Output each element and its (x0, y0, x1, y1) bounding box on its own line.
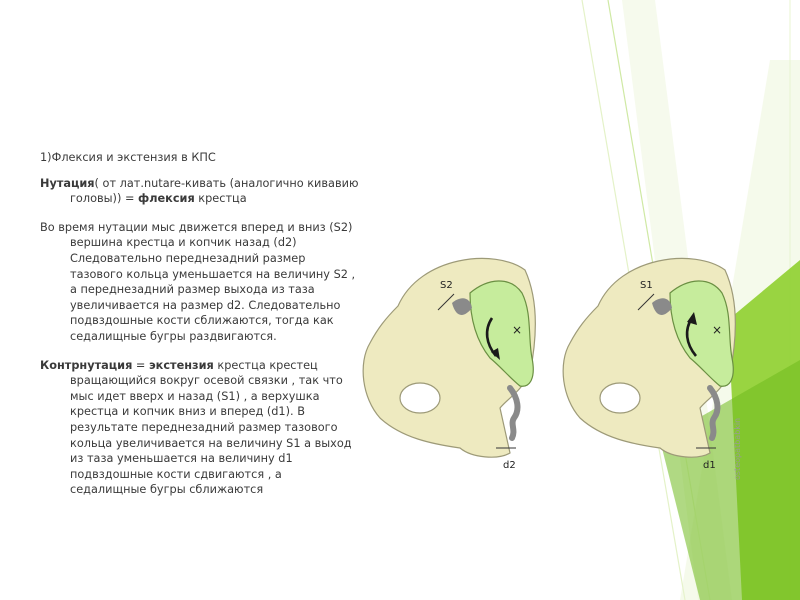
text-content (40, 150, 360, 511)
s2-label: S2 (440, 280, 453, 291)
nutation-description: Во время нутации мыс движется вперед и вниз (S2) вершина крестца и копчик назад (d2) Следовательно переднезадний размер тазового кольца уменьшается на величину S2 , а переднезадний размер выхода из таза увеличивается на размер d2. Следовательно подвздошные кости сближаются, тогда как седалищные бугры раздвигаются. (40, 220, 356, 343)
axis-cross-right: × (712, 323, 723, 337)
obturator-foramen-left (400, 383, 440, 413)
d2-label: d2 (503, 460, 516, 471)
s1-label: S1 (640, 280, 653, 291)
counternutation-description: крестца крестец вращающийся вокруг осевой связки , так что мыс идет вверх и назад (S1) , а верхушка крестца и копчик вниз и вперед (d1). В результате переднезадний размер тазового кольца увеличивается на величину S1 а выход из таза уменьшается на величину d1 подвздошные кости сдвигаются , а седалищные бугры сближаются (70, 358, 352, 497)
counternutation-definition (40, 358, 360, 498)
axis-cross-left: × (512, 323, 523, 337)
d1-label: d1 (703, 460, 716, 471)
nutation-object: крестца (194, 192, 247, 206)
pelvis-illustration (360, 248, 748, 486)
nutation-term: Нутация (40, 176, 95, 190)
nutation-etymology: ( от лат.nutare-кивать (аналогично кивавию головы)) = (70, 176, 359, 206)
nutation-definition (40, 176, 360, 207)
pelvis-right (563, 258, 735, 471)
extension-term: экстензия (148, 358, 214, 372)
counternutation-term: Контрнутация (40, 358, 133, 372)
slide-heading: 1)Флексия и экстензия в КПС (40, 151, 216, 164)
flexion-term: флексия (138, 192, 195, 206)
pelvis-left (363, 258, 535, 471)
obturator-foramen-right (600, 383, 640, 413)
watermark-text: osteopatbabkin (733, 417, 742, 480)
counternutation-equals: = (132, 358, 149, 372)
